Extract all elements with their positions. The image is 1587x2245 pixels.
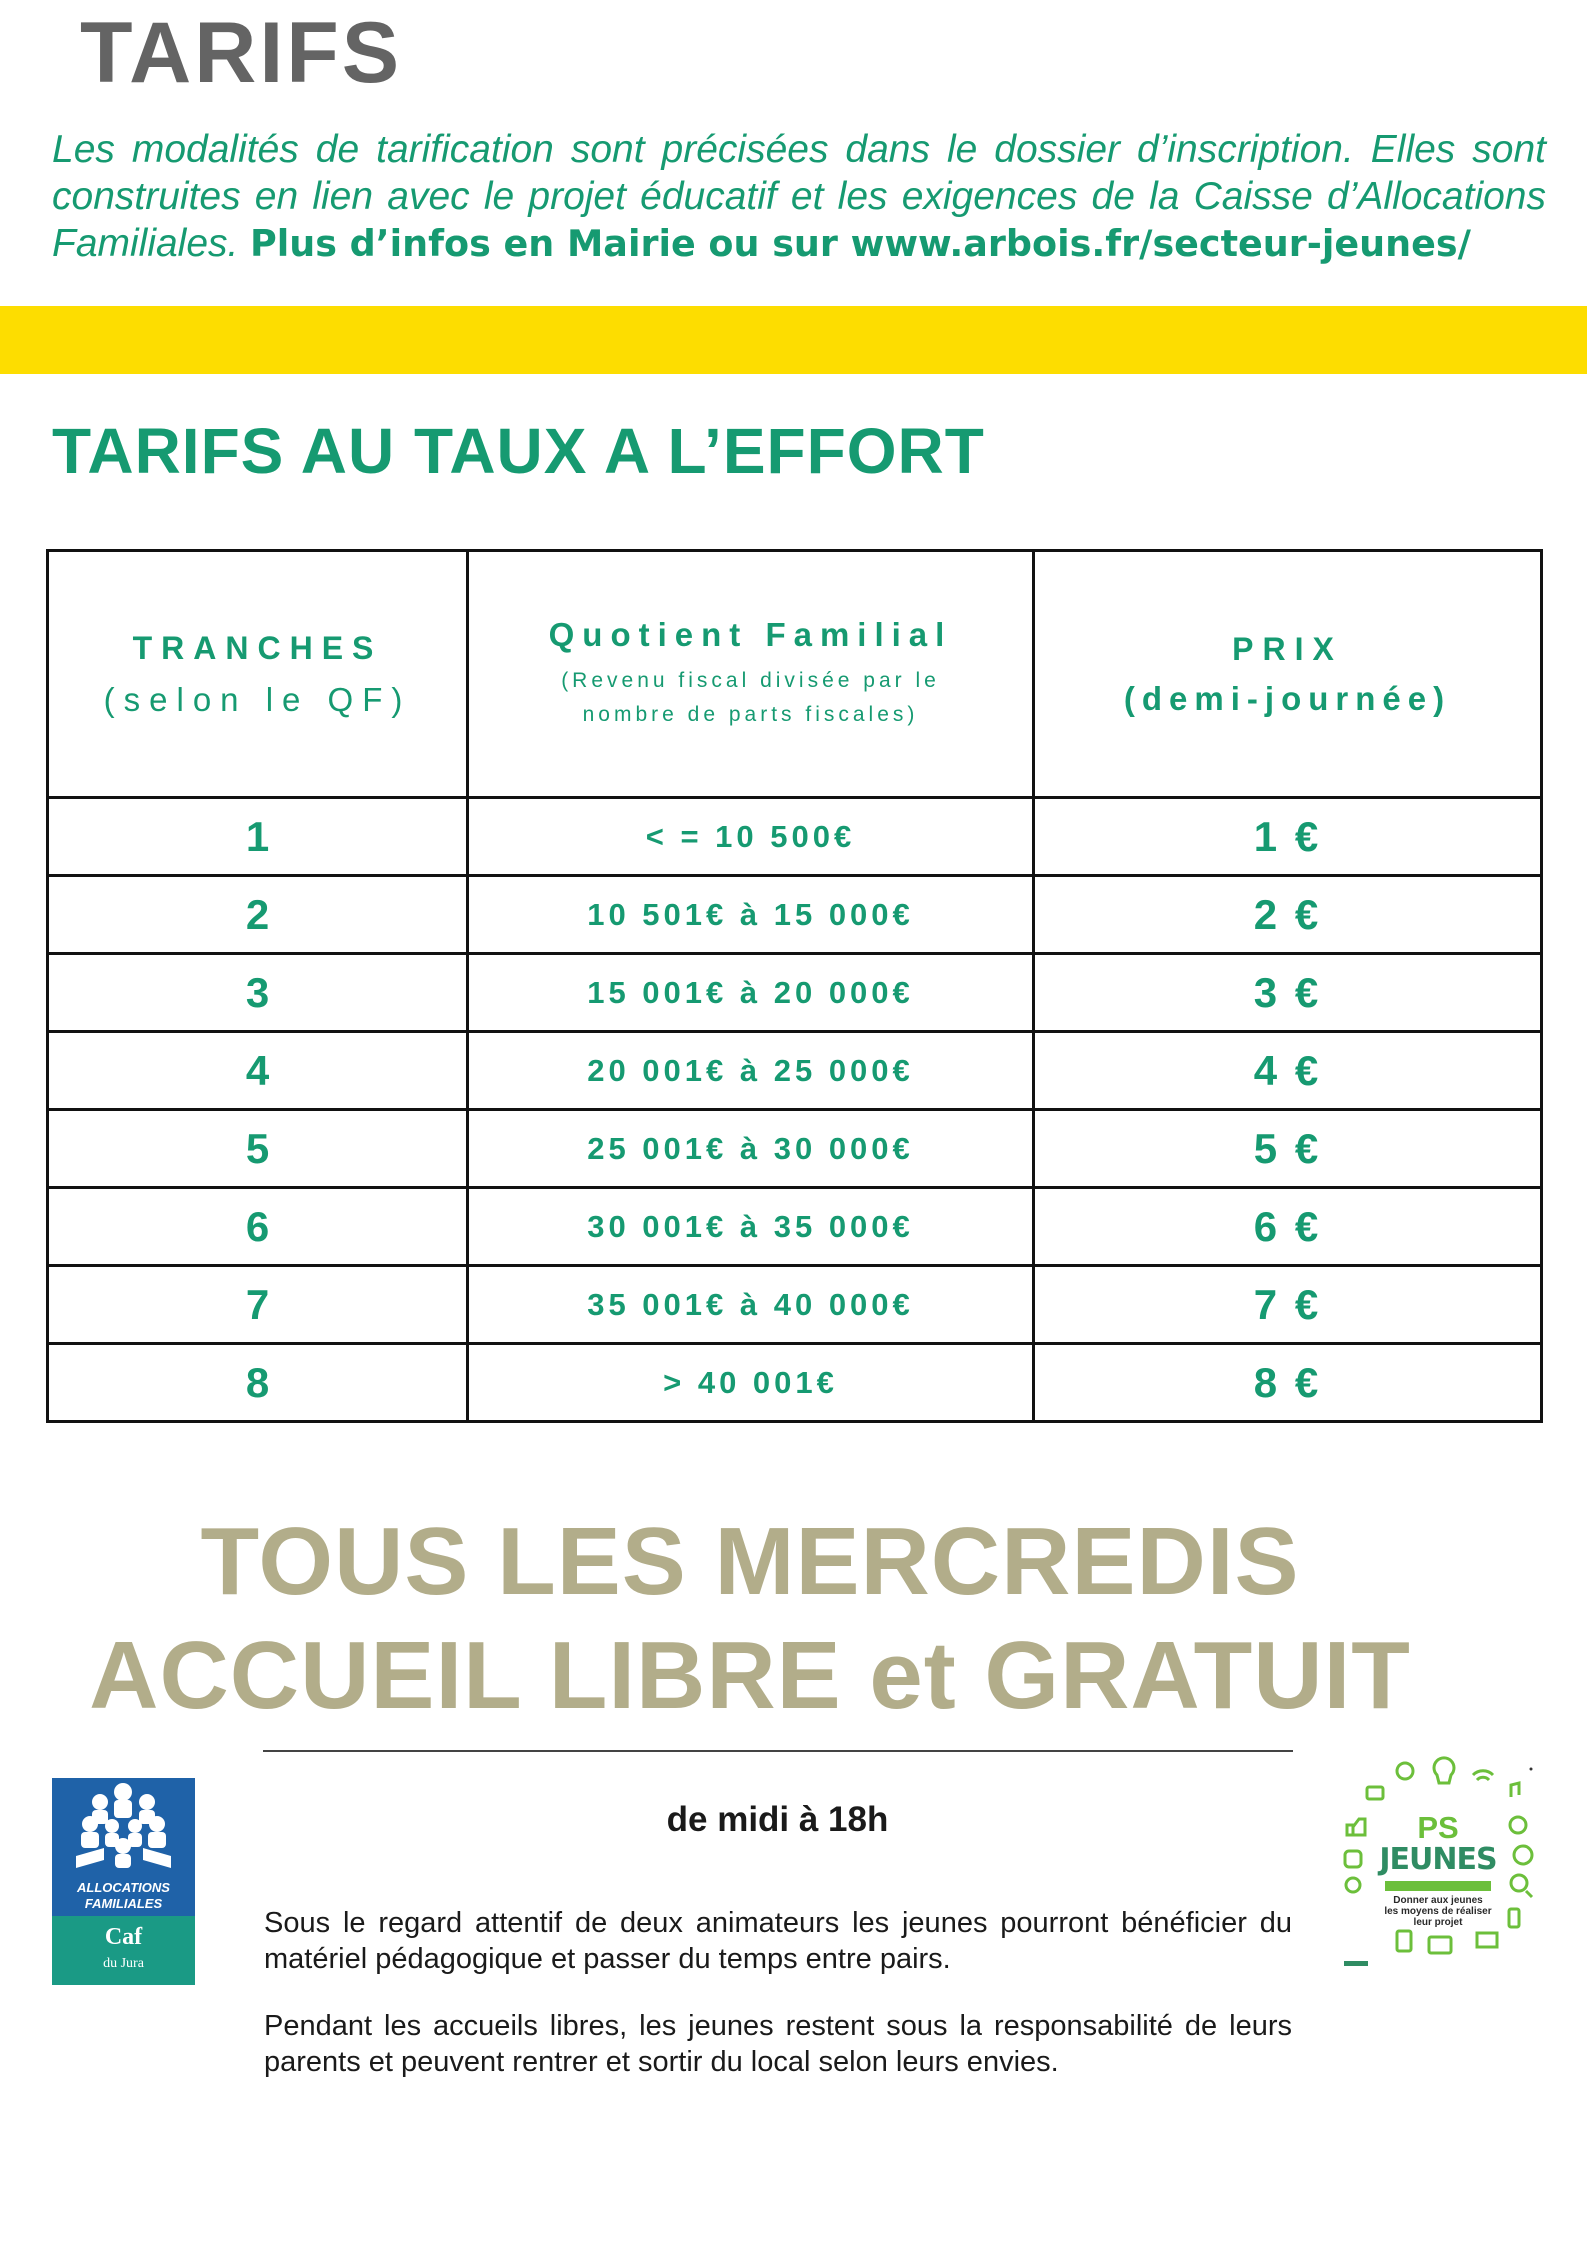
- header-quotient-sub: [469, 664, 1032, 732]
- cell-quotient: 25 001€ à 30 000€: [468, 1110, 1034, 1188]
- ps-title: PS: [1417, 1810, 1459, 1845]
- cell-quotient: < = 10 500€: [468, 798, 1034, 876]
- intro-paragraph: [52, 126, 1546, 267]
- cell-tranche: 1: [48, 798, 468, 876]
- header-quotient-title: Quotient Familial: [548, 616, 953, 653]
- cell-tranche: 8: [48, 1344, 468, 1422]
- cell-prix: 7 €: [1034, 1266, 1542, 1344]
- page-title: TARIFS: [80, 5, 403, 101]
- cell-prix: 6 €: [1034, 1188, 1542, 1266]
- caf-label-line2: FAMILIALES: [84, 1896, 163, 1911]
- cell-prix: 5 €: [1034, 1110, 1542, 1188]
- caf-label-line1: ALLOCATIONS: [77, 1880, 170, 1895]
- ps-tagline-line2: les moyens de réaliser: [1384, 1906, 1492, 1917]
- table-row: [48, 1188, 1542, 1266]
- table-row: [48, 1344, 1542, 1422]
- table-header-row: [48, 551, 1542, 798]
- cell-quotient: 10 501€ à 15 000€: [468, 876, 1034, 954]
- mercredis-line2: ACCUEIL LIBRE et GRATUIT: [89, 1622, 1411, 1729]
- cell-prix: 3 €: [1034, 954, 1542, 1032]
- header-tranches-sub: (selon le QF): [103, 680, 412, 718]
- cell-quotient: 30 001€ à 35 000€: [468, 1188, 1034, 1266]
- cell-quotient: 35 001€ à 40 000€: [468, 1266, 1034, 1344]
- caf-logo: [52, 1778, 195, 1985]
- header-prix-title: PRIX: [1232, 630, 1343, 667]
- ps-accent-bar: [1344, 1961, 1368, 1966]
- cell-prix: 4 €: [1034, 1032, 1542, 1110]
- header-quotient-sub-line2: nombre de parts fiscales): [582, 703, 919, 726]
- table-row: [48, 954, 1542, 1032]
- cell-prix: 8 €: [1034, 1344, 1542, 1422]
- header-tranches: [48, 551, 468, 798]
- table-row: [48, 1266, 1542, 1344]
- table-row: [48, 798, 1542, 876]
- section-title: TARIFS AU TAUX A L’EFFORT: [52, 415, 985, 487]
- table-row: [48, 876, 1542, 954]
- section-divider: [263, 1750, 1293, 1752]
- table-row: [48, 1032, 1542, 1110]
- ps-tagline-line3: leur projet: [1413, 1917, 1463, 1928]
- caf-name: Caf: [104, 1924, 143, 1950]
- header-quotient: [468, 551, 1034, 798]
- tarifs-table: [46, 549, 1543, 1423]
- ps-underline-bar: [1385, 1881, 1491, 1891]
- mercredis-line1: TOUS LES MERCREDIS: [200, 1508, 1300, 1615]
- opening-hours: de midi à 18h: [666, 1800, 889, 1839]
- mercredis-heading: [0, 1505, 1500, 1733]
- cell-prix: 1 €: [1034, 798, 1542, 876]
- intro-info-link-text: Plus d’infos en Mairie ou sur www.arbois.fr/secteur-jeunes/: [249, 222, 1471, 265]
- cell-tranche: 7: [48, 1266, 468, 1344]
- cell-quotient: 20 001€ à 25 000€: [468, 1032, 1034, 1110]
- ps-jeunes-logo: [1333, 1755, 1545, 1985]
- cell-quotient: 15 001€ à 20 000€: [468, 954, 1034, 1032]
- cell-tranche: 5: [48, 1110, 468, 1188]
- ps-tagline: [1363, 1895, 1513, 1928]
- header-tranches-title: TRANCHES: [132, 629, 383, 666]
- header-prix-sub: (demi-journée): [1123, 679, 1452, 717]
- cell-tranche: 6: [48, 1188, 468, 1266]
- intro-italic-text: Les modalités de tarification sont précisées dans le dossier d’inscription. Elles sont construites en lien avec le projet éducatif et les exigences de la Caisse d’Allocations Familiales.: [52, 128, 1546, 265]
- yellow-divider-band: [0, 306, 1587, 374]
- ps-tagline-line1: Donner aux jeunes: [1393, 1895, 1483, 1906]
- cell-tranche: 4: [48, 1032, 468, 1110]
- description-paragraph-1: Sous le regard attentif de deux animateurs les jeunes pourront bénéficier du matériel pédagogique et passer du temps entre pairs.: [264, 1907, 1292, 1975]
- header-prix: [1034, 551, 1542, 798]
- table-row: [48, 1110, 1542, 1188]
- ps-jeunes-wordmark: JEUNES: [1379, 1842, 1497, 1877]
- cell-prix: 2 €: [1034, 876, 1542, 954]
- caf-department: du Jura: [103, 1956, 144, 1971]
- cell-tranche: 3: [48, 954, 468, 1032]
- header-quotient-sub-line1: (Revenu fiscal divisée par le: [561, 669, 940, 692]
- cell-tranche: 2: [48, 876, 468, 954]
- cell-quotient: > 40 001€: [468, 1344, 1034, 1422]
- description-paragraph-2: Pendant les accueils libres, les jeunes restent sous la responsabilité de leurs parents et peuvent rentrer et sortir du local selon leurs envies.: [264, 2010, 1292, 2078]
